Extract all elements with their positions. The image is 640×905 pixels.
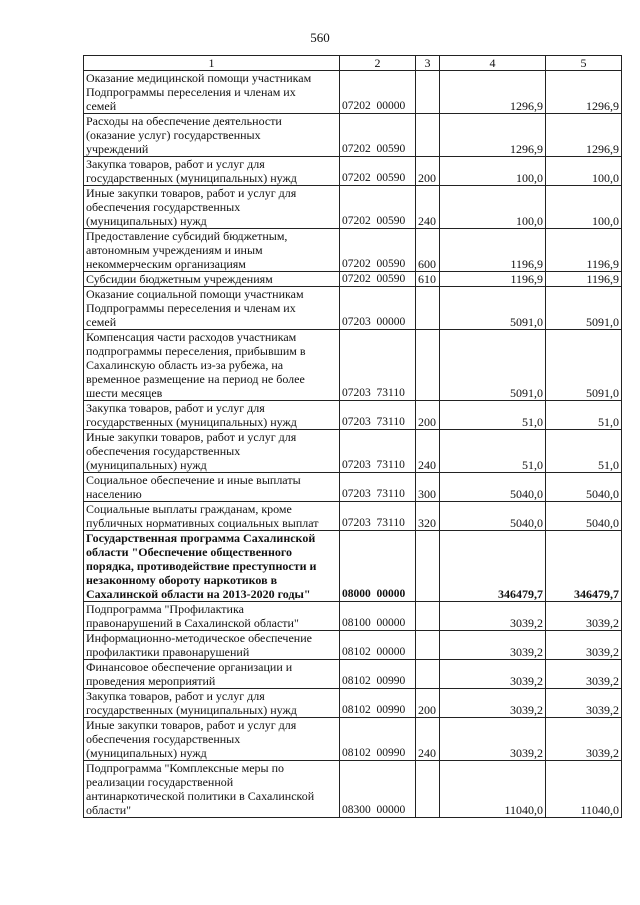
row-amount-col4: 3039,2 xyxy=(440,631,546,660)
row-code: 08102 00990 xyxy=(340,660,416,689)
row-name: Иные закупки товаров, работ и услуг для обеспечения государственных (муниципальных) нужд xyxy=(84,186,340,229)
row-expense-type: 300 xyxy=(416,473,440,502)
table-row xyxy=(84,631,622,660)
row-amount-col5: 3039,2 xyxy=(546,660,622,689)
row-name: Государственная программа Сахалинской области "Обеспечение общественного порядка, противодействие преступности и незаконному обороту наркотиков в Сахалинской области на 2013-2020 годы" xyxy=(84,531,340,602)
row-name: Субсидии бюджетным учреждениям xyxy=(84,272,340,287)
row-code: 07202 00590 xyxy=(340,186,416,229)
row-amount-col4: 1196,9 xyxy=(440,272,546,287)
row-expense-type: 240 xyxy=(416,186,440,229)
row-name: Подпрограмма "Комплексные меры по реализации государственной антинаркотической политики в Сахалинской области" xyxy=(84,761,340,818)
row-amount-col5: 346479,7 xyxy=(546,531,622,602)
row-amount-col4: 51,0 xyxy=(440,430,546,473)
row-name: Социальное обеспечение и иные выплаты населению xyxy=(84,473,340,502)
row-code: 07202 00000 xyxy=(340,71,416,114)
column-header-2: 2 xyxy=(340,56,416,71)
row-amount-col4: 51,0 xyxy=(440,401,546,430)
row-name: Оказание медицинской помощи участникам Подпрограммы переселения и членам их семей xyxy=(84,71,340,114)
row-code: 07203 73110 xyxy=(340,401,416,430)
table-row xyxy=(84,660,622,689)
table-header-row xyxy=(84,56,622,71)
row-expense-type: 240 xyxy=(416,430,440,473)
row-amount-col5: 51,0 xyxy=(546,430,622,473)
row-expense-type: 320 xyxy=(416,502,440,531)
row-name: Компенсация части расходов участникам подпрограммы переселения, прибывшим в Сахалинскую область из-за рубежа, на временное размещение на период не более шести месяцев xyxy=(84,330,340,401)
row-amount-col5: 1196,9 xyxy=(546,272,622,287)
row-amount-col5: 1196,9 xyxy=(546,229,622,272)
column-header-4: 4 xyxy=(440,56,546,71)
row-code: 07202 00590 xyxy=(340,114,416,157)
row-expense-type xyxy=(416,602,440,631)
row-amount-col5: 3039,2 xyxy=(546,602,622,631)
row-expense-type xyxy=(416,330,440,401)
row-amount-col5: 11040,0 xyxy=(546,761,622,818)
row-amount-col5: 1296,9 xyxy=(546,114,622,157)
table-row xyxy=(84,761,622,818)
row-code: 08300 00000 xyxy=(340,761,416,818)
row-expense-type xyxy=(416,71,440,114)
column-header-1: 1 xyxy=(84,56,340,71)
budget-table xyxy=(83,55,622,818)
row-amount-col5: 1296,9 xyxy=(546,71,622,114)
row-amount-col5: 5091,0 xyxy=(546,330,622,401)
table-row xyxy=(84,401,622,430)
table-row xyxy=(84,430,622,473)
row-amount-col4: 11040,0 xyxy=(440,761,546,818)
row-amount-col5: 3039,2 xyxy=(546,631,622,660)
table-row xyxy=(84,531,622,602)
row-amount-col4: 5091,0 xyxy=(440,287,546,330)
row-amount-col5: 100,0 xyxy=(546,157,622,186)
row-code: 07203 73110 xyxy=(340,430,416,473)
table-row xyxy=(84,186,622,229)
row-name: Закупка товаров, работ и услуг для государственных (муниципальных) нужд xyxy=(84,157,340,186)
table-row xyxy=(84,287,622,330)
row-amount-col5: 3039,2 xyxy=(546,718,622,761)
row-name: Расходы на обеспечение деятельности (оказание услуг) государственных учреждений xyxy=(84,114,340,157)
row-expense-type: 200 xyxy=(416,157,440,186)
row-amount-col4: 1196,9 xyxy=(440,229,546,272)
table-row xyxy=(84,114,622,157)
row-amount-col5: 51,0 xyxy=(546,401,622,430)
row-expense-type: 200 xyxy=(416,401,440,430)
table-row xyxy=(84,157,622,186)
row-amount-col4: 3039,2 xyxy=(440,660,546,689)
row-amount-col4: 1296,9 xyxy=(440,71,546,114)
row-amount-col4: 3039,2 xyxy=(440,718,546,761)
row-amount-col4: 346479,7 xyxy=(440,531,546,602)
table-row xyxy=(84,502,622,531)
table-row xyxy=(84,602,622,631)
row-expense-type xyxy=(416,761,440,818)
row-amount-col5: 100,0 xyxy=(546,186,622,229)
row-name: Оказание социальной помощи участникам Подпрограммы переселения и членам их семей xyxy=(84,287,340,330)
row-name: Информационно-методическое обеспечение профилактики правонарушений xyxy=(84,631,340,660)
row-name: Закупка товаров, работ и услуг для государственных (муниципальных) нужд xyxy=(84,401,340,430)
row-amount-col5: 3039,2 xyxy=(546,689,622,718)
row-expense-type xyxy=(416,631,440,660)
table-row xyxy=(84,718,622,761)
table-row xyxy=(84,272,622,287)
row-code: 07203 73110 xyxy=(340,473,416,502)
row-amount-col4: 5091,0 xyxy=(440,330,546,401)
row-amount-col4: 1296,9 xyxy=(440,114,546,157)
row-code: 07202 00590 xyxy=(340,272,416,287)
row-name: Закупка товаров, работ и услуг для государственных (муниципальных) нужд xyxy=(84,689,340,718)
row-amount-col4: 100,0 xyxy=(440,157,546,186)
row-name: Финансовое обеспечение организации и проведения мероприятий xyxy=(84,660,340,689)
row-code: 08102 00990 xyxy=(340,689,416,718)
table-row xyxy=(84,229,622,272)
table-row xyxy=(84,330,622,401)
page-number: 560 xyxy=(310,30,330,45)
row-code: 07202 00590 xyxy=(340,157,416,186)
row-amount-col4: 3039,2 xyxy=(440,689,546,718)
row-amount-col4: 5040,0 xyxy=(440,473,546,502)
row-name: Иные закупки товаров, работ и услуг для обеспечения государственных (муниципальных) нужд xyxy=(84,430,340,473)
table-row xyxy=(84,473,622,502)
row-name: Предоставление субсидий бюджетным, автономным учреждениям и иным некоммерческим организациям xyxy=(84,229,340,272)
row-amount-col5: 5040,0 xyxy=(546,473,622,502)
row-expense-type xyxy=(416,114,440,157)
row-amount-col4: 100,0 xyxy=(440,186,546,229)
table-row xyxy=(84,71,622,114)
row-name: Подпрограмма "Профилактика правонарушений в Сахалинской области" xyxy=(84,602,340,631)
column-header-5: 5 xyxy=(546,56,622,71)
row-amount-col4: 5040,0 xyxy=(440,502,546,531)
column-header-3: 3 xyxy=(416,56,440,71)
row-amount-col5: 5040,0 xyxy=(546,502,622,531)
row-expense-type xyxy=(416,287,440,330)
row-code: 07203 00000 xyxy=(340,287,416,330)
row-expense-type xyxy=(416,660,440,689)
row-expense-type xyxy=(416,531,440,602)
row-name: Иные закупки товаров, работ и услуг для обеспечения государственных (муниципальных) нужд xyxy=(84,718,340,761)
row-code: 07203 73110 xyxy=(340,330,416,401)
row-expense-type: 200 xyxy=(416,689,440,718)
row-code: 08000 00000 xyxy=(340,531,416,602)
row-code: 07202 00590 xyxy=(340,229,416,272)
row-code: 08102 00990 xyxy=(340,718,416,761)
row-code: 08100 00000 xyxy=(340,602,416,631)
row-code: 07203 73110 xyxy=(340,502,416,531)
row-expense-type: 610 xyxy=(416,272,440,287)
row-code: 08102 00000 xyxy=(340,631,416,660)
table-row xyxy=(84,689,622,718)
row-amount-col4: 3039,2 xyxy=(440,602,546,631)
row-name: Социальные выплаты гражданам, кроме публичных нормативных социальных выплат xyxy=(84,502,340,531)
row-amount-col5: 5091,0 xyxy=(546,287,622,330)
row-expense-type: 600 xyxy=(416,229,440,272)
row-expense-type: 240 xyxy=(416,718,440,761)
